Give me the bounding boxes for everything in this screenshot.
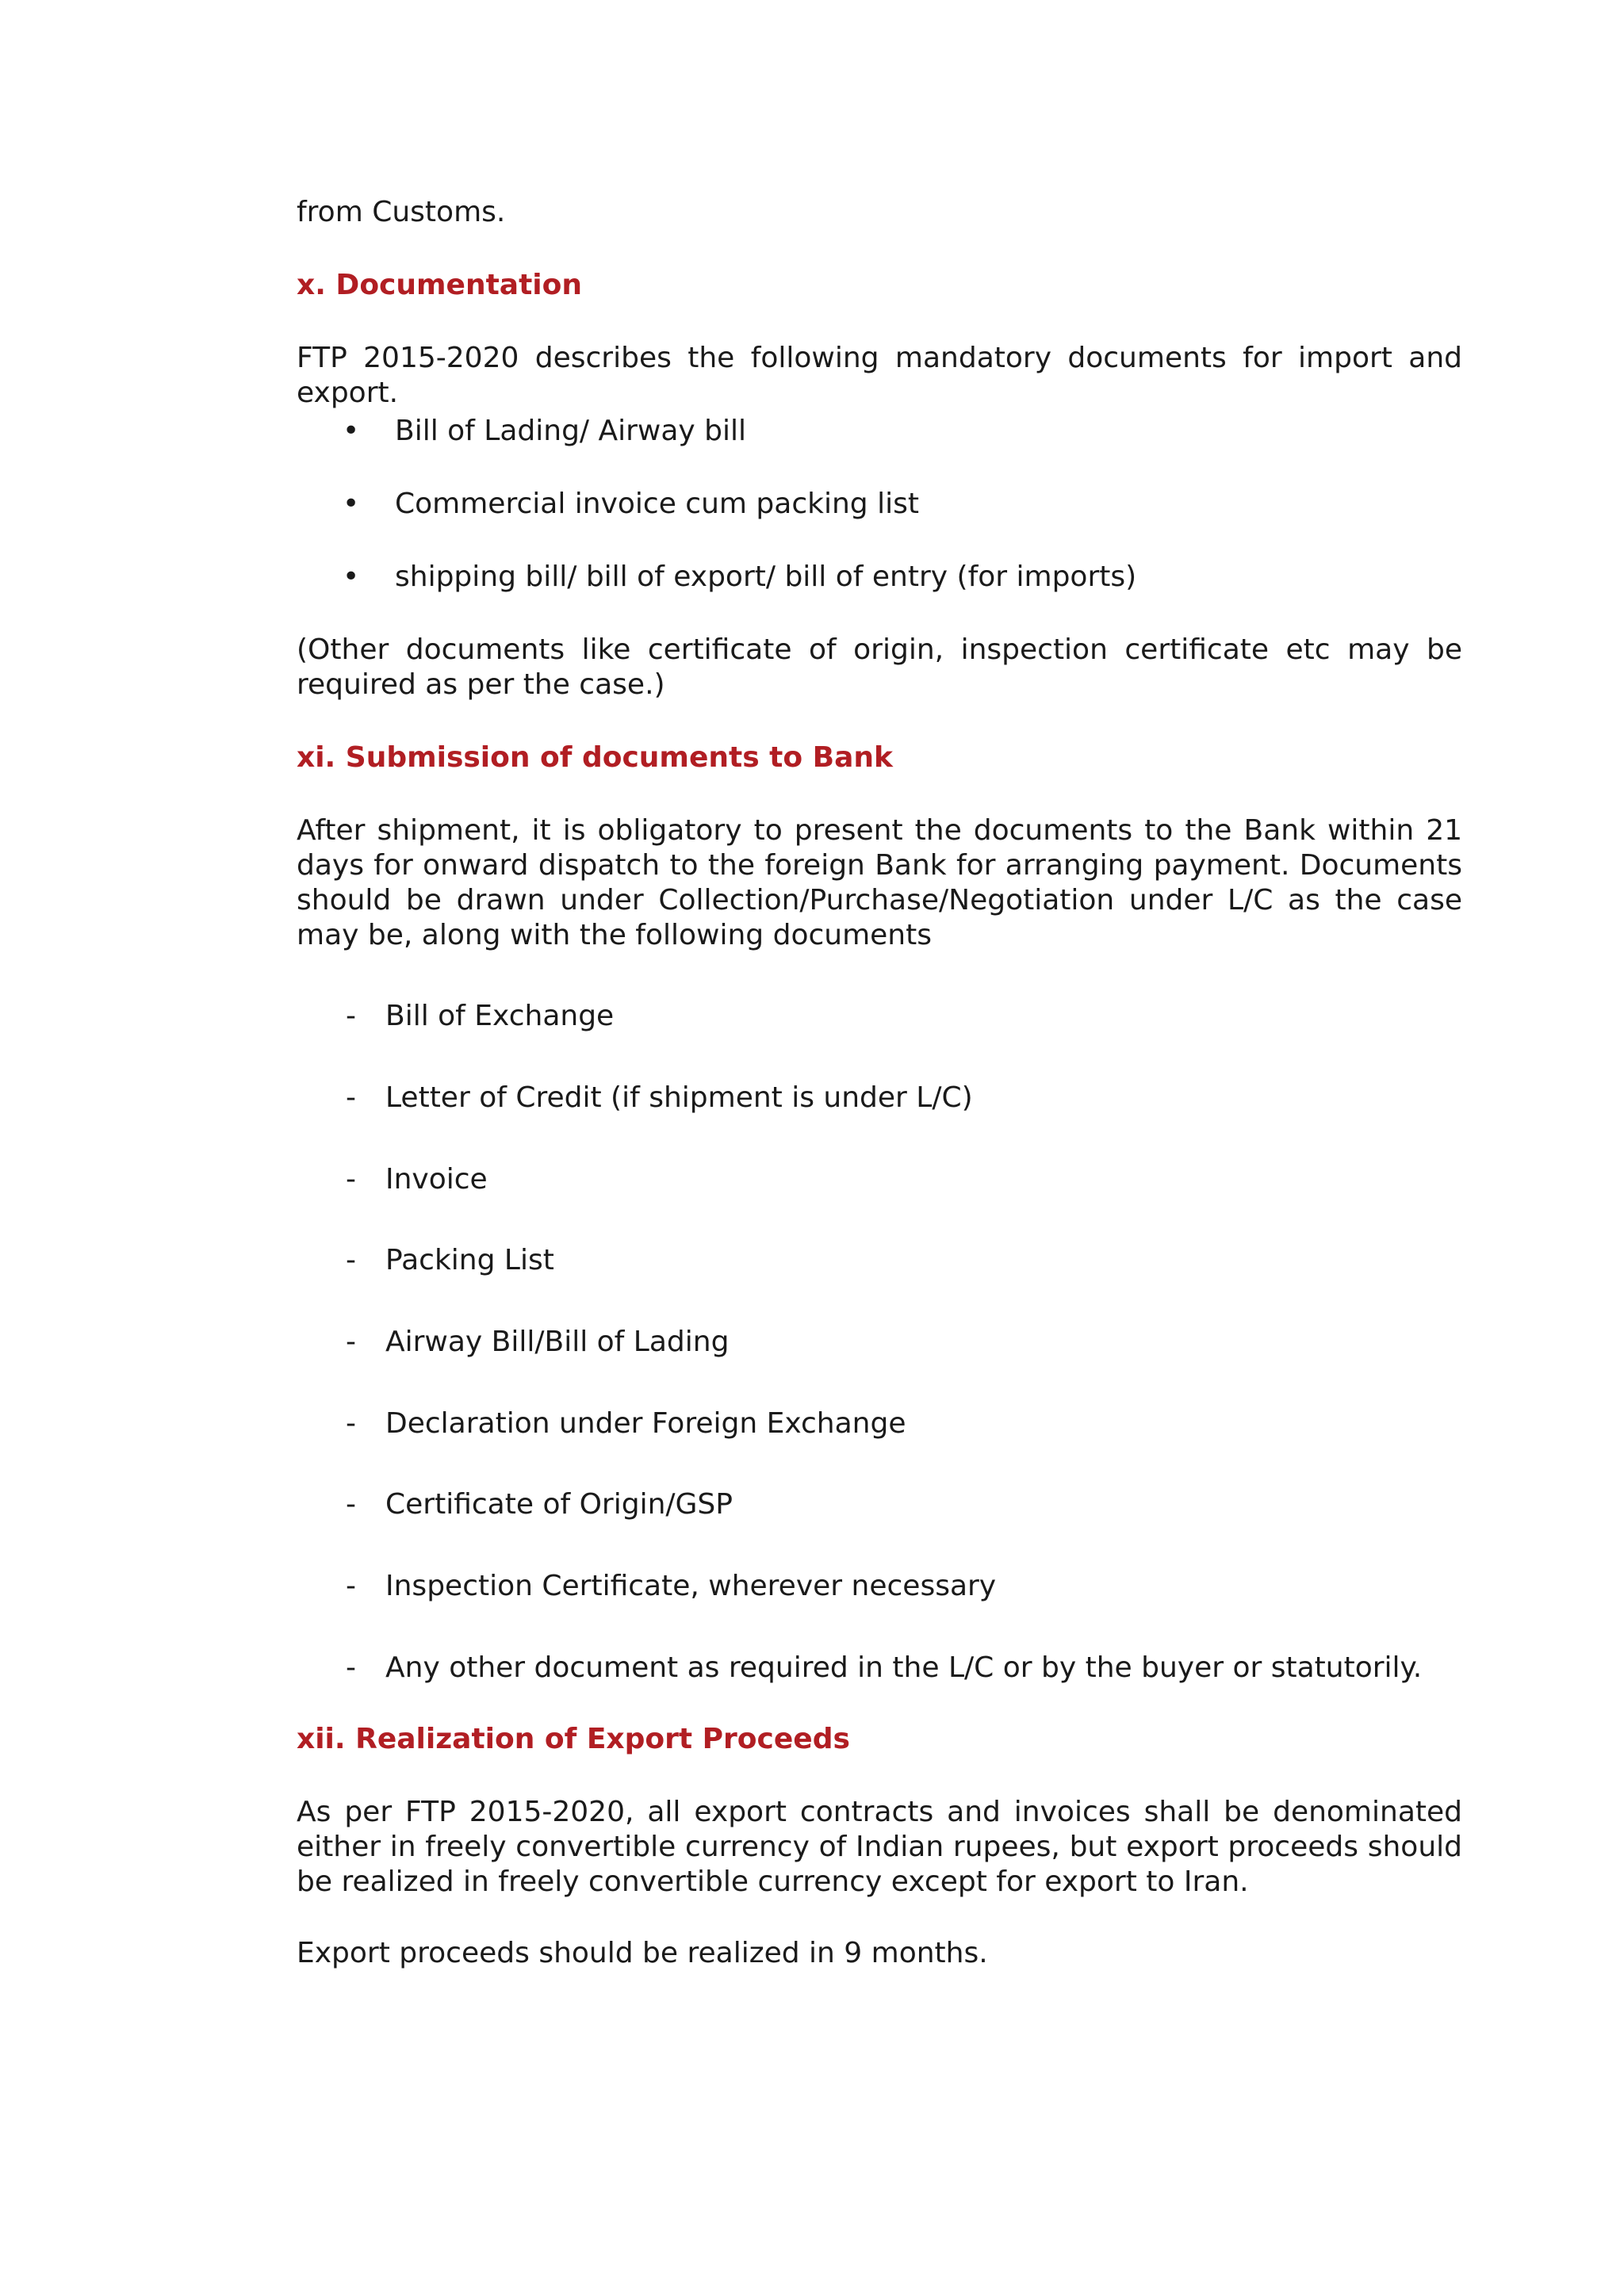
section-x-heading [297,268,1462,303]
list-item [297,1243,1462,1278]
list-item [297,414,1462,449]
intro-paragraph: FTP 2015-2020 describes the following mandatory documents for import and export. [297,342,1462,409]
dash-icon: - [346,1488,356,1521]
section-x-note [297,633,1462,702]
bullet-icon: • [343,561,360,593]
section-xii-closing [297,1936,1462,1971]
bullet-icon: • [343,415,360,447]
list-item-text: Inspection Certificate, wherever necessary [385,1570,997,1602]
note-paragraph: (Other documents like certificate of origin, inspection certificate etc may be required as per the case.) [297,633,1462,701]
dash-icon: - [346,1326,356,1358]
list-item [297,1487,1462,1522]
document-page [297,0,1462,2296]
closing-paragraph: Export proceeds should be realized in 9 months. [297,1937,988,1969]
list-item-text: Bill of Lading/ Airway bill [395,415,747,447]
body-paragraph: As per FTP 2015-2020, all export contracts and invoices shall be denominated either in freely convertible currency of Indian rupees, but export proceeds should be realized in freely convertible currency except for export to Iran. [297,1796,1462,1898]
section-xii-heading [297,1722,1462,1757]
list-item-text: Any other document as required in the L/C or by the buyer or statutorily. [385,1651,1423,1684]
bullet-icon: • [343,488,360,520]
list-item [297,1406,1462,1441]
list-item-text: Certificate of Origin/GSP [385,1488,733,1521]
dash-icon: - [346,1163,356,1196]
list-item [297,560,1462,595]
dash-icon: - [346,1000,356,1032]
list-item-text: Letter of Credit (if shipment is under L/C) [385,1081,973,1114]
continuation-paragraph: from Customs. [297,196,506,228]
dash-icon: - [346,1244,356,1276]
section-heading: xi. Submission of documents to Bank [297,741,893,774]
list-item-text: Commercial invoice cum packing list [395,488,919,520]
list-item-text: Airway Bill/Bill of Lading [385,1326,730,1358]
list-item [297,1325,1462,1360]
dash-icon: - [346,1407,356,1440]
list-item-text: Invoice [385,1163,488,1196]
list-item [297,999,1462,1034]
list-item [297,1651,1462,1686]
body-paragraph: After shipment, it is obligatory to present the documents to the Bank within 21 days for onward dispatch to the foreign Bank for arranging payment. Documents should be drawn under Collection/Purchase/Negotiation under L/C as the case may be, along with the following documents [297,814,1462,951]
list-item [297,487,1462,522]
dash-icon: - [346,1081,356,1114]
section-xii-body [297,1795,1462,1900]
dash-icon: - [346,1651,356,1684]
list-item [297,1569,1462,1604]
continuation-text [297,195,1462,230]
list-item [297,1162,1462,1197]
list-item-text: Packing List [385,1244,554,1276]
section-heading: x. Documentation [297,269,582,301]
section-x-intro [297,341,1462,411]
section-xi-heading [297,740,1462,775]
section-heading: xii. Realization of Export Proceeds [297,1723,850,1755]
dash-icon: - [346,1570,356,1602]
list-item-text: shipping bill/ bill of export/ bill of entry (for imports) [395,561,1137,593]
list-item-text: Bill of Exchange [385,1000,615,1032]
list-item-text: Declaration under Foreign Exchange [385,1407,906,1440]
section-xi-body [297,813,1462,953]
list-item [297,1081,1462,1115]
